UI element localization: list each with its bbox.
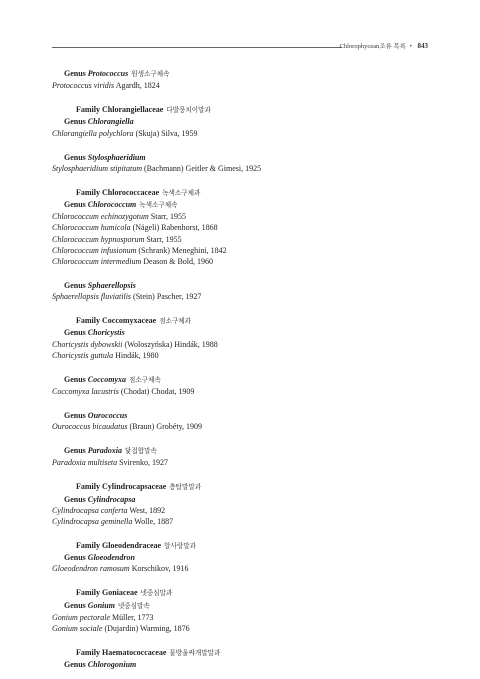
- family-heading: [52, 104, 432, 116]
- species-author: Wolle, 1887: [134, 517, 174, 527]
- species-author: (Nägeli) Rabenhorst, 1868: [132, 223, 218, 233]
- species-name: Chlorococcum intermedium: [52, 257, 142, 267]
- species-entry: [52, 457, 432, 468]
- species-author: Svirenko, 1927: [119, 458, 168, 468]
- rank-label: Genus: [64, 374, 88, 384]
- species-author: (Skuja) Silva, 1959: [135, 128, 198, 138]
- rank-label: Family: [76, 541, 102, 551]
- family-heading: [52, 187, 432, 199]
- species-name: Cylindrocapsa conferta: [52, 505, 128, 515]
- genus-heading: [52, 659, 432, 670]
- species-author: (Braun) Grobéty, 1909: [129, 422, 203, 432]
- species-author: Hindák, 1980: [115, 350, 159, 360]
- rank-label: Genus: [64, 600, 88, 610]
- family-heading: [52, 315, 432, 327]
- entry-spacer: [52, 432, 432, 445]
- header-rule: [52, 47, 342, 48]
- genus-name: Coccomyxa: [87, 374, 127, 384]
- genus-heading: [52, 552, 432, 563]
- entry-spacer: [52, 174, 432, 187]
- korean-name: 원생소구체속: [131, 70, 170, 78]
- genus-heading: [52, 494, 432, 505]
- family-name: Haematococcaceae: [102, 648, 167, 658]
- rank-label: Genus: [64, 494, 88, 504]
- genus-name: Ourococcus: [87, 411, 128, 421]
- genus-name: Sphaerellopsis: [87, 281, 136, 291]
- rank-label: Family: [76, 187, 102, 197]
- species-name: Gonium sociale: [52, 624, 103, 634]
- genus-name: Chlorangiella: [87, 117, 134, 127]
- species-name: Choricystis dybowskii: [52, 339, 123, 349]
- species-entry: [52, 623, 432, 634]
- genus-heading: [52, 116, 432, 127]
- korean-name: 녹색소구체과: [162, 188, 201, 197]
- rank-label: Family: [76, 482, 102, 492]
- species-entry: [52, 612, 432, 623]
- species-author: Starr, 1955: [150, 212, 187, 222]
- species-author: (Schrank) Meneghini, 1842: [138, 245, 227, 255]
- genus-name: Chlorococcum: [87, 200, 137, 210]
- family-heading: [52, 587, 432, 599]
- species-entry: [52, 563, 432, 574]
- entry-spacer: [52, 634, 432, 647]
- rank-label: Genus: [64, 281, 88, 291]
- species-name: Ourococcus bicaudatus: [52, 422, 128, 432]
- entry-spacer: [52, 361, 432, 374]
- entry-spacer: [52, 527, 432, 540]
- rank-label: Genus: [64, 328, 88, 338]
- species-author: (Bachmann) Geitler & Gimesi, 1925: [144, 163, 262, 173]
- species-entry: [52, 350, 432, 361]
- species-author: Korschikov, 1916: [131, 564, 189, 574]
- species-entry: [52, 339, 432, 350]
- genus-name: Paradoxia: [87, 446, 123, 456]
- species-entry: [52, 163, 432, 174]
- species-name: Gonium pectorale: [52, 612, 110, 622]
- entry-spacer: [52, 139, 432, 152]
- entry-spacer: [52, 267, 432, 280]
- entry-spacer: [52, 91, 432, 104]
- species-name: Coccomyxa lacustris: [52, 387, 119, 397]
- family-heading: [52, 540, 432, 552]
- running-head-bullet: •: [409, 43, 412, 50]
- species-name: Chlorangiella polychlora: [52, 128, 134, 138]
- species-name: Chlorococcum hypnosporum: [52, 234, 145, 244]
- rank-label: Genus: [64, 117, 88, 127]
- species-name: Chlorococcum infusionum: [52, 245, 137, 255]
- genus-heading: [52, 68, 432, 80]
- species-name: Cylindrocapsa geminella: [52, 517, 133, 527]
- species-entry: [52, 222, 432, 233]
- korean-name: 층탑말말과: [169, 483, 202, 492]
- korean-name: 닻접합말속: [125, 447, 157, 456]
- rank-label: Family: [76, 588, 102, 598]
- genus-heading: [52, 374, 432, 386]
- species-entry: [52, 516, 432, 527]
- family-heading: [52, 481, 432, 493]
- species-entry: [52, 256, 432, 267]
- species-entry: [52, 291, 432, 302]
- korean-name: 넷중심말속: [117, 601, 150, 610]
- genus-name: Gonium: [87, 600, 115, 610]
- rank-label: Genus: [64, 152, 88, 162]
- species-entry: [52, 80, 432, 91]
- korean-name: 녹색소구체속: [139, 201, 178, 210]
- family-name: Chlorangiellaceae: [102, 105, 164, 115]
- species-entry: [52, 234, 432, 245]
- species-author: (Woloszyńska) Hindák, 1988: [124, 339, 218, 349]
- genus-heading: [52, 327, 432, 338]
- genus-name: Protococcus: [87, 69, 129, 78]
- species-name: Choricystis guttula: [52, 350, 114, 360]
- taxonomy-list: [52, 68, 432, 670]
- family-name: Coccomyxaceae: [102, 316, 157, 326]
- korean-name: 넷중심말과: [140, 589, 173, 598]
- entry-spacer: [52, 469, 432, 482]
- entry-spacer: [52, 302, 432, 315]
- genus-heading: [52, 600, 432, 612]
- genus-name: Gloeodendron: [87, 553, 135, 563]
- genus-heading: [52, 280, 432, 291]
- genus-name: Chlorogonium: [87, 660, 137, 670]
- species-author: (Dujardin) Warming, 1876: [104, 624, 190, 634]
- species-author: (Chodat) Chodat, 1909: [120, 387, 195, 397]
- species-author: West, 1892: [129, 505, 166, 515]
- species-author: Agardh, 1824: [115, 81, 160, 91]
- species-entry: [52, 421, 432, 432]
- rank-label: Genus: [64, 553, 88, 563]
- genus-heading: [52, 199, 432, 211]
- rank-label: Family: [76, 316, 102, 326]
- korean-name: 점소구체과: [159, 317, 192, 326]
- species-author: Deason & Bold, 1960: [143, 257, 214, 267]
- species-entry: [52, 245, 432, 256]
- genus-heading: [52, 445, 432, 457]
- family-heading: [52, 647, 432, 659]
- rank-label: Family: [76, 648, 102, 658]
- entry-spacer: [52, 575, 432, 588]
- rank-label: Family: [76, 105, 102, 115]
- species-name: Gloeodendron ramosum: [52, 564, 130, 574]
- species-author: (Stein) Pascher, 1927: [133, 292, 202, 302]
- genus-name: Cylindrocapsa: [87, 494, 136, 504]
- running-title: Chlorophycean조류 목록: [339, 43, 406, 50]
- species-entry: [52, 505, 432, 516]
- page-number: 843: [417, 42, 428, 50]
- genus-heading: [52, 410, 432, 421]
- korean-name: 알사랑말과: [164, 542, 196, 551]
- species-entry: [52, 211, 432, 222]
- family-name: Goniaceae: [102, 588, 138, 598]
- korean-name: 물방울쌰개말말과: [169, 649, 221, 658]
- running-head: [340, 41, 428, 50]
- species-name: Protococcus viridis: [52, 81, 115, 91]
- species-author: Starr, 1955: [146, 234, 182, 244]
- rank-label: Genus: [64, 69, 88, 78]
- species-name: Stylosphaeridium stipitatum: [52, 163, 142, 173]
- species-author: Müller, 1773: [112, 612, 154, 622]
- rank-label: Genus: [64, 446, 88, 456]
- genus-name: Stylosphaeridium: [87, 152, 146, 162]
- species-name: Chlorococcum humicola: [52, 223, 131, 233]
- species-name: Chlorococcum echinozygotum: [52, 212, 149, 222]
- entry-spacer: [52, 397, 432, 410]
- species-entry: [52, 386, 432, 397]
- family-name: Gloeodendraceae: [102, 541, 162, 551]
- rank-label: Genus: [64, 411, 88, 421]
- rank-label: Genus: [64, 200, 88, 210]
- korean-name: 점소구체속: [129, 375, 161, 384]
- genus-heading: [52, 152, 432, 163]
- family-name: Chlorococcaceae: [102, 187, 160, 197]
- species-name: Sphaerellopsis fluviatilis: [52, 292, 132, 302]
- genus-name: Choricystis: [87, 328, 125, 338]
- species-name: Paradoxia multiseta: [52, 458, 118, 468]
- rank-label: Genus: [64, 660, 88, 670]
- family-name: Cylindrocapsaceae: [102, 482, 167, 492]
- species-entry: [52, 128, 432, 139]
- korean-name: 다발뭉치이말과: [166, 106, 211, 115]
